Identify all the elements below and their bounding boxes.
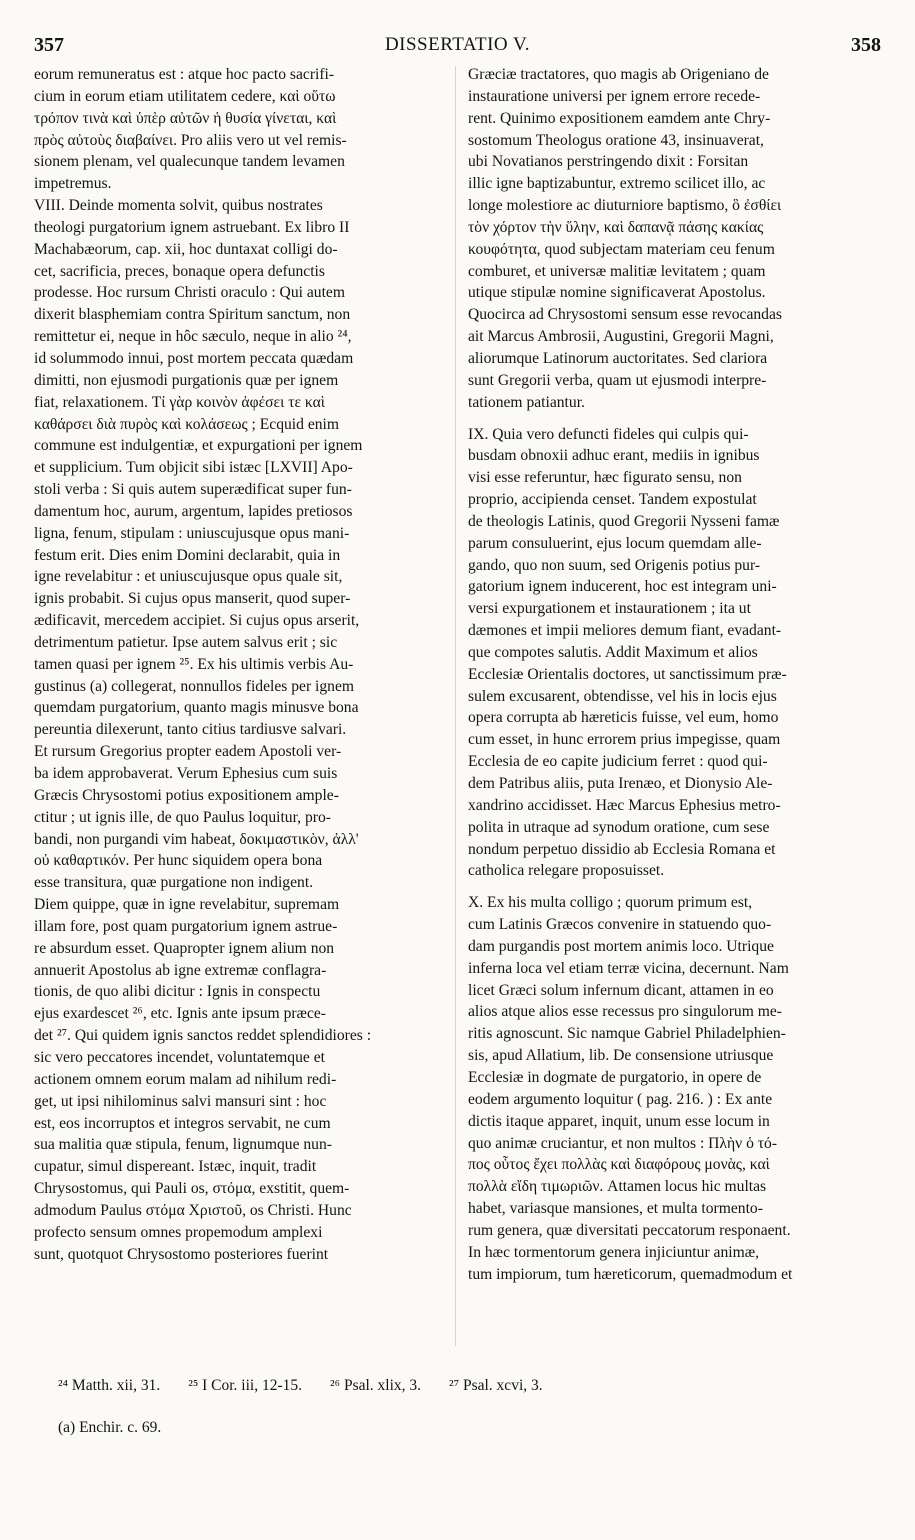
text-line: gustinus (a) collegerat, nonnullos fideles per ignem	[34, 677, 355, 695]
text-line: admodum Paulus στόμα Χριστοῦ, os Christi. Hunc	[34, 1201, 352, 1219]
text-line: que compotes salutis. Addit Maximum et alios	[468, 643, 758, 661]
text-line: ignis probabit. Si cujus opus manserit, quod super-	[34, 590, 351, 608]
text-line: prodesse. Hoc rursum Christi oraculo : Qui autem	[34, 284, 345, 302]
text-line: opera corrupta ab hæreticis fuisse, vel eum, homo	[468, 709, 779, 727]
text-line: X. Ex his multa colligo ; quorum primum est,	[468, 894, 753, 912]
footnote: ²⁷ Psal. xcvi, 3.	[449, 1377, 543, 1394]
text-line: Chrysostomus, qui Pauli os, στόμα, exstitit, quem-	[34, 1180, 350, 1198]
text-line: ba idem approbaverat. Verum Ephesius cum suis	[34, 765, 338, 782]
footnotes	[58, 1375, 881, 1439]
text-line: IX. Quia vero defuncti fideles qui culpis qui-	[468, 425, 749, 443]
text-line: tationem patiantur.	[468, 393, 585, 411]
text-line: sua malitia quæ stipula, fenum, lignumque nun-	[34, 1136, 332, 1154]
text-line: illam fore, post quam purgatorium ignem astrue-	[34, 917, 338, 935]
text-line: det ²⁷. Qui quidem ignis sanctos reddet splendidiores :	[34, 1027, 372, 1045]
text-line: bandi, non purgandi vim habeat, δοκιμαστικὸν, ἀλλ'	[34, 830, 359, 848]
text-line: polita in utraque ad synodum oratione, cum sese	[468, 818, 770, 836]
text-line: Ecclesiæ in dogmate de purgatorio, in opere de	[468, 1068, 762, 1086]
text-line: Diem quippe, quæ in igne revelabitur, supremam	[34, 896, 340, 914]
text-line: gatorium ignem inducerent, hoc est integram uni-	[468, 578, 777, 596]
text-line: cum esset, in hunc errorem prius impegisse, quam	[468, 731, 781, 749]
text-line: Græcis Chrysostomi potius expositionem ample-	[34, 786, 339, 804]
text-line: licet Græci solum infernum dicant, attamen in eo	[468, 981, 774, 999]
text-line: de theologis Latinis, quod Gregorii Nysseni famæ	[468, 512, 780, 530]
text-line: theologi purgatorium ignem astruebant. Ex libro II	[34, 218, 350, 236]
text-line: sis, apud Allatium, lib. De consensione utriusque	[468, 1047, 774, 1065]
text-line: catholica relegare proposuisset.	[468, 862, 665, 880]
text-line: ctitur ; ut ignis ille, de quo Paulus loquitur, pro-	[34, 808, 331, 826]
right-column	[468, 64, 884, 1285]
text-line: illic igne baptizabuntur, extremo scilicet illo, ac	[468, 175, 766, 193]
text-line: commune est indulgentiæ, et expurgationi per ignem	[34, 437, 363, 455]
text-line: eodem argumento loquitur ( pag. 216. ) : Ex ante	[468, 1090, 773, 1108]
footnote: ²⁴ Matth. xii, 31.	[58, 1377, 161, 1394]
footnote: ²⁵ I Cor. iii, 12-15.	[188, 1377, 303, 1394]
text-line: VIII. Deinde momenta solvit, quibus nostrates	[34, 197, 323, 215]
text-line: tum impiorum, tum hæreticorum, quemadmodum et	[468, 1265, 793, 1283]
footnote-row	[58, 1375, 881, 1401]
text-line: profecto sensum omnes propemodum amplexi	[34, 1223, 323, 1241]
running-header	[34, 34, 881, 60]
text-line: eorum remuneratus est : atque hoc pacto sacrifi-	[34, 66, 335, 83]
text-line: quo animæ cruciantur, et non multos : Πλὴν ὁ τό-	[468, 1134, 778, 1152]
text-line: sostomum Theologus oratione 43, insinuaverat,	[468, 131, 764, 149]
text-line: longe molestiore ac diuturniore baptismo, ὃ ἐσθίει	[468, 197, 782, 215]
text-line: et supplicium. Tum objicit sibi istæc [LXVII] Apo-	[34, 459, 353, 477]
text-line: dæmones et impii meliores demum fiant, evadant-	[468, 622, 782, 640]
text-line: cium in eorum etiam utilitatem cedere, καὶ οὕτω	[34, 87, 336, 105]
text-line: cet, sacrificia, preces, bonaque opera defunctis	[34, 262, 325, 280]
text-line: τρόπον τινὰ καὶ ὑπὲρ αὐτῶν ἡ θυσία γίνεται, καὶ	[34, 109, 337, 127]
text-line: alios atque alios esse recessus pro singulorum me-	[468, 1003, 782, 1021]
text-line: πρὸς αὐτοὺς διαβαίνει. Pro aliis vero ut vel remis-	[34, 131, 347, 149]
text-line: ædificavit, mercedem accipiet. Si cujus opus arserit,	[34, 612, 360, 630]
text-line: καθάρσει διὰ πυρὸς καὶ κολάσεως ; Ecquid enim	[34, 415, 340, 433]
text-line: dam purgandis post mortem animis loco. Utrique	[468, 937, 774, 955]
reference-note: (a) Enchir. c. 69.	[58, 1419, 162, 1436]
text-line: sionem plenam, vel qualecunque tandem levamen	[34, 153, 345, 171]
page-number-right: 358	[851, 34, 881, 56]
text-line: Ecclesia de eo capite judicium ferret : quod qui-	[468, 753, 768, 771]
text-line: Et rursum Gregorius propter eadem Apostoli ver-	[34, 743, 342, 761]
text-line: impetremus.	[34, 175, 112, 193]
text-line: dictis itaque apparet, inquit, unum esse locum in	[468, 1112, 770, 1130]
text-line: pereuntia dilexerunt, tanto citius tardiusve salvari.	[34, 721, 347, 739]
text-line: quemdam purgatorium, quanto magis minusve bona	[34, 699, 359, 717]
text-line: id solummodo innui, post mortem peccata quædam	[34, 349, 354, 367]
left-column	[34, 64, 450, 1265]
text-line: utique stipulæ nomine significaverat Apostolus.	[468, 284, 766, 302]
text-line: stoli verba : Si quis autem superædificat super fun-	[34, 481, 352, 499]
text-line: ritis agnoscunt. Sic namque Gabriel Philadelphien-	[468, 1025, 786, 1043]
text-line: actionem omnem eorum malam ad nihilum redi-	[34, 1070, 337, 1088]
text-line: cum Latinis Græcos convenire in statuendo quo-	[468, 916, 772, 934]
text-line: rent. Quinimo expositionem eamdem ante Chry-	[468, 109, 771, 127]
running-title: DISSERTATIO V.	[384, 34, 531, 55]
text-line: dixerit blasphemiam contra Spiritum sanctum, non	[34, 306, 351, 324]
text-line: rum genera, quæ diversitati peccatorum responaent.	[468, 1221, 791, 1239]
text-line: esse transitura, quæ purgatione non indigent.	[34, 874, 314, 892]
footnote: ²⁶ Psal. xlix, 3.	[330, 1377, 422, 1394]
text-line: nondum perpetuo dissidio ab Ecclesia Romana et	[468, 840, 776, 858]
text-line: aliorumque Latinorum auctoritates. Sed clariora	[468, 349, 768, 367]
text-line: sunt, quotquot Chrysostomo posteriores fuerint	[34, 1245, 329, 1263]
text-line: damentum hoc, aurum, argentum, lapides pretiosos	[34, 502, 353, 520]
text-line: instauratione universi per ignem errore recede-	[468, 87, 761, 105]
text-line: tionis, de quo alibi dicitur : Ignis in conspectu	[34, 983, 321, 1001]
text-line: festum erit. Dies enim Domini declarabit, quia in	[34, 546, 341, 564]
text-line: πος οὗτος ἔχει πολλὰς καὶ διαφόρους μονὰς, καὶ	[468, 1156, 770, 1174]
text-line: cupatur, simul dispereant. Istæc, inquit, tradit	[34, 1158, 317, 1176]
text-line: re absurdum esset. Quapropter ignem alium non	[34, 939, 335, 957]
text-line: ait Marcus Ambrosii, Augustini, Gregorii Magni,	[468, 328, 774, 346]
text-line: ubi Novatianos perstringendo dixit : Forsitan	[468, 153, 749, 171]
text-line: get, ut ipsi nihilominus salvi mansuri sint : hoc	[34, 1092, 327, 1110]
text-line: est, eos incorruptos et integros servabit, ne cum	[34, 1114, 331, 1132]
text-line: habet, variasque mansiones, et multa tormento-	[468, 1200, 763, 1218]
text-line: parum consuluerint, ejus locum quemdam alle-	[468, 534, 762, 552]
text-line: sulem excusarent, obtendisse, vel his in locis ejus	[468, 687, 777, 705]
text-line: remittetur ei, neque in hôc sæculo, neque in alio ²⁴,	[34, 328, 352, 346]
paragraph-gap	[468, 882, 884, 892]
text-line: ejus exardescet ²⁶, etc. Ignis ante ipsum præce-	[34, 1005, 326, 1023]
text-line: versi expurgationem et instaurationem ; ita ut	[468, 600, 751, 618]
text-line: sic vero peccatores incendet, voluntatemque et	[34, 1048, 325, 1066]
text-line: dem Patribus aliis, puta Irenæo, et Dionysio Ale-	[468, 775, 773, 792]
text-line: sunt Gregorii verba, quam ut ejusmodi interpre-	[468, 371, 767, 389]
text-line: annuerit Apostolus ab igne extremæ conflagra-	[34, 961, 327, 979]
text-line: οὐ καθαρτικόν. Per hunc siquidem opera bona	[34, 852, 323, 870]
text-line: Machabæorum, cap. xii, hoc duntaxat colligi do-	[34, 240, 338, 258]
text-line: gando, quo non suum, sed Origenis potius pur-	[468, 556, 761, 574]
text-line: visi esse referuntur, hæc figurato sensu, non	[468, 469, 742, 487]
text-line: detrimentum patietur. Ipse autem salvus erit ; sic	[34, 633, 338, 651]
text-line: πολλὰ εἴδη τιμωριῶν. Attamen locus hic multas	[468, 1178, 767, 1196]
text-line: xandrino accidisset. Hæc Marcus Ephesius metro-	[468, 796, 781, 814]
text-line: comburet, et universæ malitiæ levitatem ; quam	[468, 262, 766, 280]
text-line: fiat, relaxationem. Τί γὰρ κοινὸν ἀφέσει τε καὶ	[34, 393, 325, 411]
text-line: In hæc tormentorum genera injiciuntur animæ,	[468, 1243, 760, 1261]
column-divider	[455, 66, 456, 1346]
text-line: κουφότητα, quod subjectam materiam ceu fenum	[468, 240, 775, 258]
text-line: busdam obnoxii adhuc erant, mediis in ignibus	[468, 447, 760, 465]
text-line: tamen quasi per ignem ²⁵. Ex his ultimis verbis Au-	[34, 655, 354, 673]
text-line: proprio, accipienda censet. Tandem expostulat	[468, 491, 757, 509]
text-line: Quocirca ad Chrysostomi sensum esse revocandas	[468, 306, 782, 324]
text-line: inferna loca vel etiam terræ vicina, decernunt. Nam	[468, 959, 789, 977]
text-line: igne revelabitur : et uniuscujusque opus quale sit,	[34, 568, 343, 586]
paragraph-gap	[468, 414, 884, 424]
text-line: dimitti, non ejusmodi purgationis quæ per ignem	[34, 371, 339, 389]
text-line: τὸν χόρτον τὴν ὕλην, καὶ δαπανᾷ πάσης κακίας	[468, 218, 764, 236]
text-line: Ecclesiæ Orientalis doctores, ut sanctissimum præ-	[468, 665, 787, 683]
text-line: Græciæ tractatores, quo magis ab Origeniano de	[468, 66, 769, 83]
text-line: ligna, fenum, stipulam : uniuscujusque opus mani-	[34, 524, 350, 542]
page-number-left: 357	[34, 34, 64, 56]
